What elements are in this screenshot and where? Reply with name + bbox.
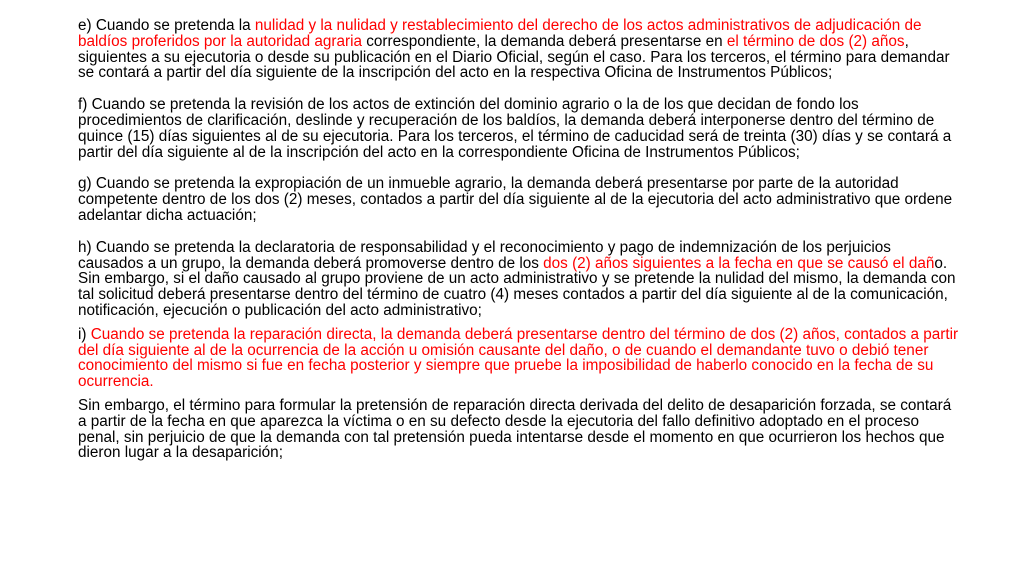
slide-body-text (78, 18, 960, 477)
highlighted-text-segment: nulidad y la nulidad y restablecimiento del derecho de los actos administrativos de adjudicación de baldíos proferidos por la autoridad agraria (78, 17, 922, 50)
highlighted-text-segment: dos (2) años siguientes a la fecha en que se causó el dañ (543, 254, 935, 272)
text-segment: o. Sin embargo, si el daño causado al grupo proviene de un acto administrativo y se pretende la nulidad del mismo, la demanda con tal solicitud deberá presentarse dentro del término de cuatro (4) meses contados a partir del día siguiente al de la comunicación, notificación, ejecución o publicación del acto administrativo; (78, 254, 956, 319)
paragraph-sin-embargo (78, 398, 960, 461)
highlighted-text-segment: el término de dos (2) años (726, 32, 905, 50)
text-segment: g) Cuando se pretenda la expropiación de un inmueble agrario, la demanda deberá presentarse por parte de la autoridad competente dentro de los dos (2) meses, contados a partir del día siguiente al de la ejecutoria del acto administrativo que ordene adelantar dicha actuación; (78, 175, 953, 224)
paragraph-h (78, 240, 960, 319)
text-segment: , siguientes a su ejecutoria o desde su publicación en el Diario Oficial, según el caso. Para los terceros, el término para demandar se contará a partir del día siguiente de la inscripción del acto en la respectiva Oficina de Instrumentos Públicos; (78, 32, 950, 82)
paragraph-e (78, 18, 960, 81)
text-segment: f) Cuando se pretenda la revisión de los actos de extinción del dominio agrario o la de los que decidan de fondo los procedimientos de clarificación, deslinde y recuperación de los baldíos, la demanda deberá interponerse dentro del término de quince (15) días siguientes al de su ejecutoria. Para los terceros, el término de caducidad será de treinta (30) días y se contará a partir del día siguiente al de la inscripción del acto en la correspondiente Oficina de Instrumentos Públicos; (78, 96, 952, 161)
highlighted-text-segment: Cuando se pretenda la reparación directa, la demanda deberá presentarse dentro del término de dos (2) años, contados a partir del día siguiente al de la ocurrencia de la acción u omisión causante del daño, o de cuando el demandante tuvo o debió tener conocimiento del mismo si fue en fecha posterior y siempre que pruebe la imposibilidad de haberlo conocido en la fecha de su ocurrencia. (78, 325, 959, 391)
paragraph-f (78, 97, 960, 160)
text-segment: e) Cuando se pretenda la (78, 17, 255, 34)
text-segment: i) (78, 325, 91, 343)
paragraph-g (78, 176, 960, 223)
text-segment: correspondiente, la demanda deberá presentarse en (362, 32, 727, 50)
text-segment: h) Cuando se pretenda la declaratoria de responsabilidad y el reconocimiento y pago de indemnización de los perjuicios causados a un grupo, la demanda deberá promoverse dentro de los (78, 238, 891, 272)
paragraph-i (78, 327, 960, 390)
text-segment: Sin embargo, el término para formular la pretensión de reparación directa derivada del delito de desaparición forzada, se contará a partir de la fecha en que aparezca la víctima o en su defecto desde la ejecutoria del fallo definitivo adoptado en el proceso penal, sin perjuicio de que la demanda con tal pretensión pueda intentarse desde el momento en que ocurrieron los hechos que dieron lugar a la desaparición; (78, 396, 952, 462)
